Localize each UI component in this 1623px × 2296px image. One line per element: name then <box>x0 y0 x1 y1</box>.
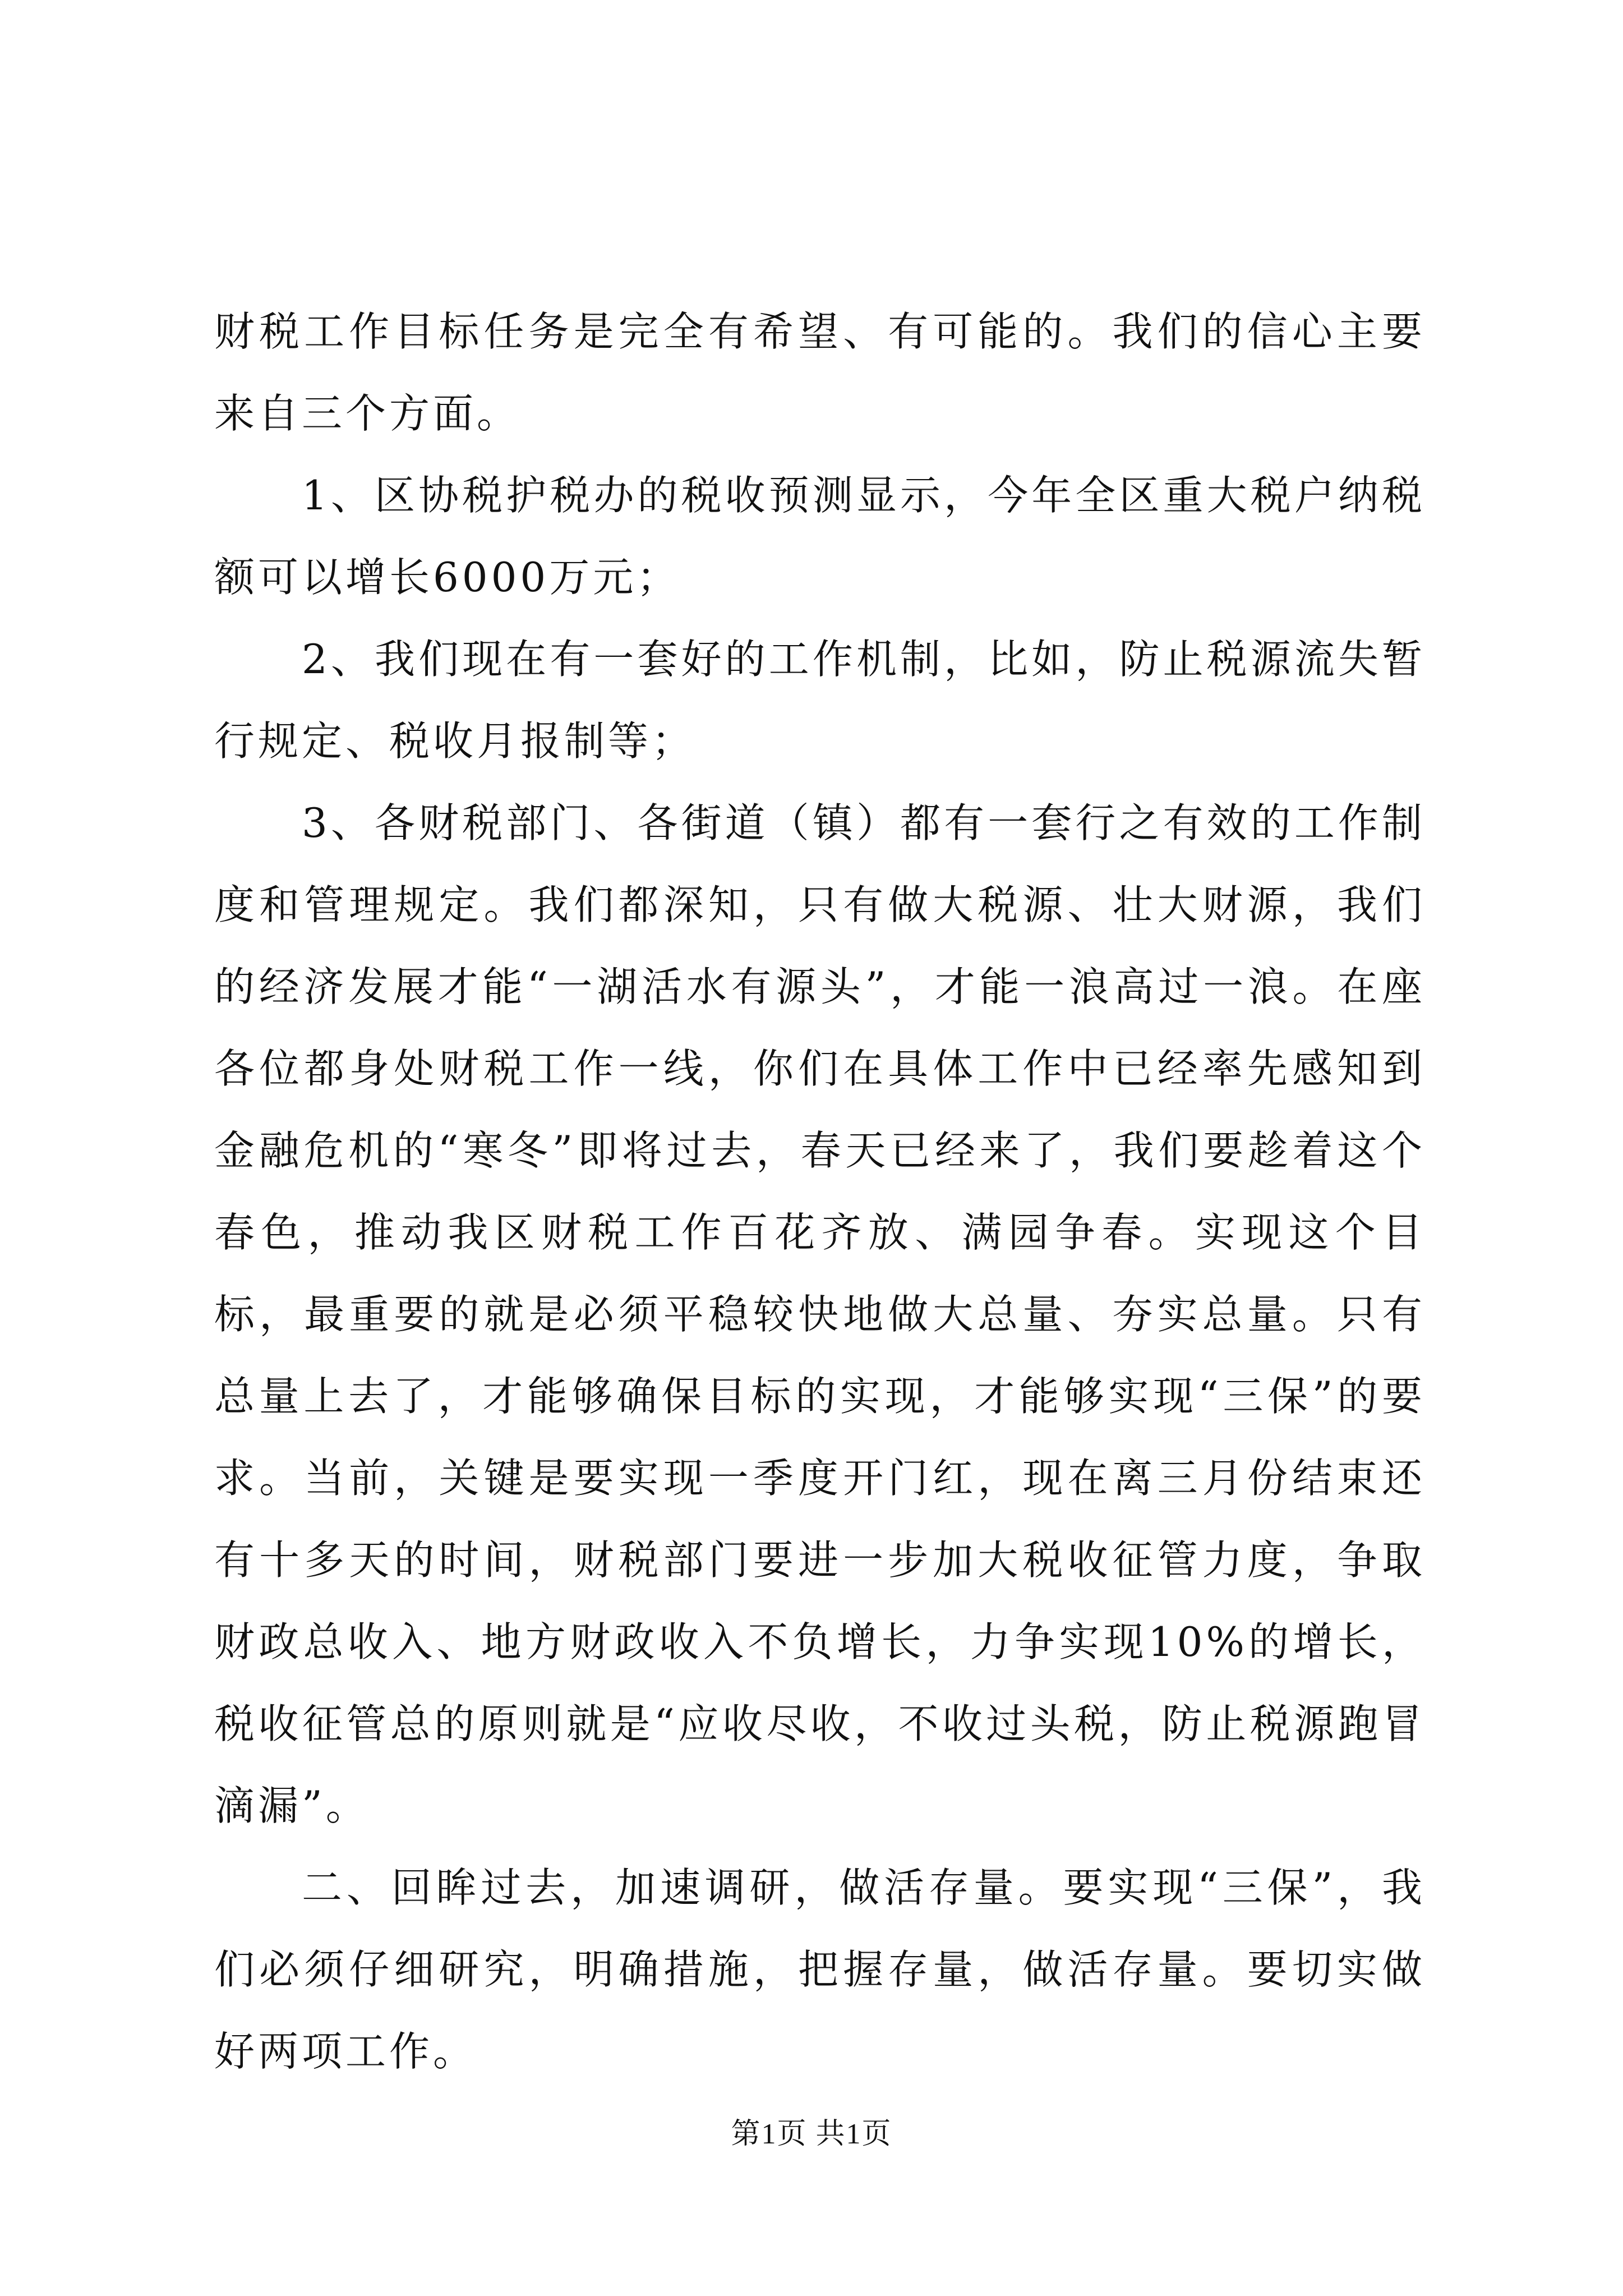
paragraph-point-1: 1、区协税护税办的税收预测显示，今年全区重大税户纳税额可以增长6000万元； <box>214 472 1426 601</box>
page-footer: 第1页 共1页 <box>731 2118 892 2150</box>
paragraph-continuation: 财税工作目标任务是完全有希望、有可能的。我们的信心主要来自三个方面。 <box>214 308 1426 437</box>
paragraph-section-2: 二、回眸过去，加速调研，做活存量。要实现“三保”，我们必须仔细研究，明确措施，把握存量，做活存量。要切实做好两项工作。 <box>214 1864 1426 2075</box>
paragraph-point-3: 3、各财税部门、各街道（镇）都有一套行之有效的工作制度和管理规定。我们都深知，只有做大税源、壮大财源，我们的经济发展才能“一湖活水有源头”，才能一浪高过一浪。在座各位都身处财税工作一线，你们在具体工作中已经率先感知到金融危机的“寒冬”即将过去，春天已经来了，我们要趁着这个春色，推动我区财税工作百花齐放、满园争春。实现这个目标，最重要的就是必须平稳较快地做大总量、夯实总量。只有总量上去了，才能够确保目标的实现，才能够实现“三保”的要求。当前，关键是要实现一季度开门红，现在离三月份结束还有十多天的时间，财税部门要进一步加大税收征管力度，争取财政总收入、地方财政收入不负增长，力争实现10%的增长，税收征管总的原则就是“应收尽收，不收过头税，防止税源跑冒滴漏”。 <box>214 799 1426 1829</box>
paragraph-point-2: 2、我们现在有一套好的工作机制，比如，防止税源流失暂行规定、税收月报制等； <box>214 636 1426 765</box>
document-body <box>214 291 1426 2092</box>
